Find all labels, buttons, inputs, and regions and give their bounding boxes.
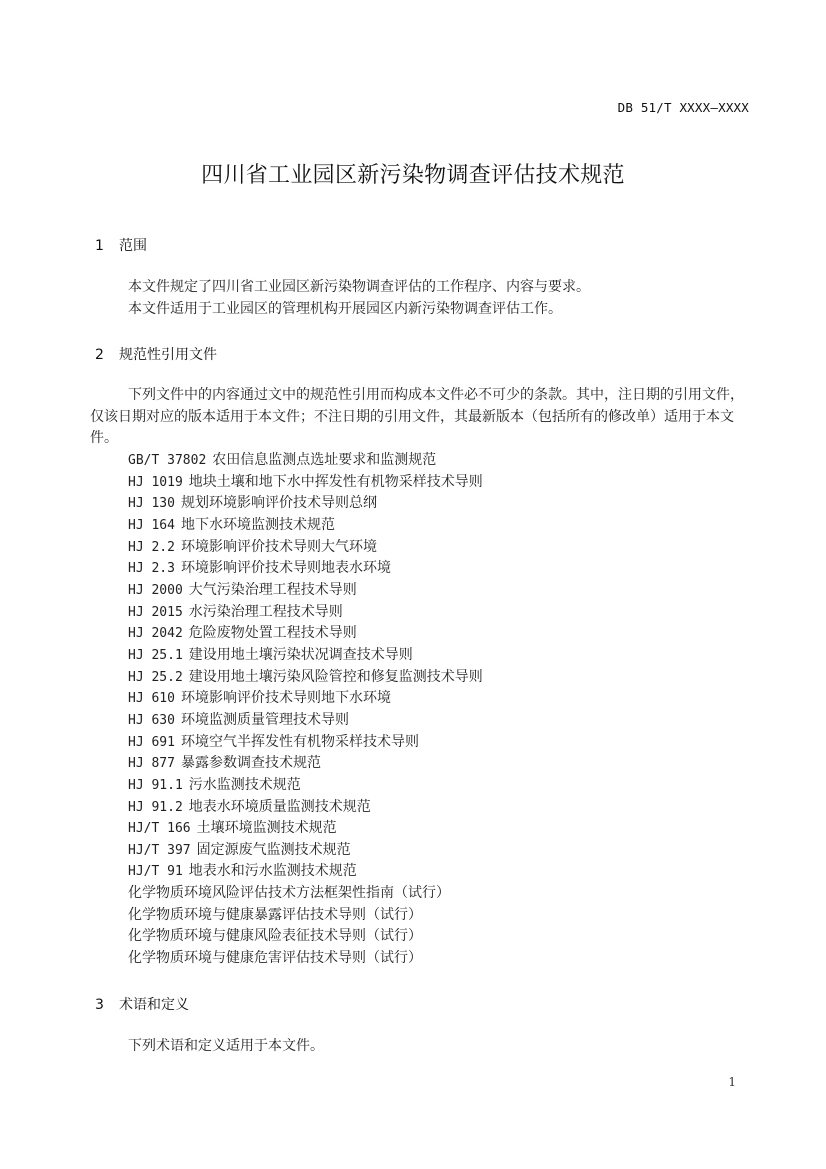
reference-item	[128, 775, 483, 797]
reference-item	[128, 602, 483, 624]
reference-name: 地表水和污水监测技术规范	[188, 863, 357, 880]
reference-code: HJ 2000	[128, 582, 183, 598]
reference-item	[128, 623, 483, 645]
reference-item	[128, 645, 483, 667]
section-heading-scope	[95, 235, 147, 255]
reference-name: 环境影响评价技术导则大气环境	[180, 538, 377, 555]
reference-item	[128, 667, 483, 689]
reference-item	[128, 753, 483, 775]
reference-item	[128, 472, 483, 494]
reference-code: HJ 2042	[128, 626, 183, 642]
paragraph: 下列文件中的内容通过文中的规范性引用而构成本文件必不可少的条款。其中，注日期的引用文件，仅该日期对应的版本适用于本文件；不注日期的引用文件，其最新版本（包括所有的修改单）适用于本文件。	[90, 387, 744, 447]
section-references-intro	[90, 385, 750, 450]
reference-code: HJ 630	[128, 712, 175, 728]
reference-item	[128, 926, 483, 948]
reference-name: 大气污染治理工程技术导则	[188, 581, 357, 598]
section-title: 范围	[119, 238, 147, 254]
section-scope-body	[90, 277, 750, 320]
reference-item	[128, 493, 483, 515]
reference-item	[128, 948, 483, 970]
reference-item	[128, 450, 483, 472]
reference-code: HJ 2.2	[128, 539, 175, 555]
section-title: 术语和定义	[119, 997, 189, 1013]
reference-code: HJ/T 166	[128, 821, 191, 837]
reference-item	[128, 797, 483, 819]
reference-item	[128, 515, 483, 537]
paragraph: 本文件适用于工业园区的管理机构开展园区内新污染物调查评估工作。	[128, 300, 562, 317]
reference-item	[128, 883, 483, 905]
reference-code: HJ 91.1	[128, 777, 183, 793]
reference-name: 化学物质环境与健康风险表征技术导则（试行）	[128, 928, 422, 945]
reference-item	[128, 840, 483, 862]
reference-list	[128, 450, 483, 970]
reference-name: 地表水环境质量监测技术规范	[188, 798, 371, 815]
reference-item	[128, 537, 483, 559]
reference-item	[128, 580, 483, 602]
reference-name: 地块土壤和地下水中挥发性有机物采样技术导则	[188, 473, 483, 490]
reference-name: 水污染治理工程技术导则	[188, 603, 343, 620]
reference-name: 农田信息监测点选址要求和监测规范	[212, 452, 437, 468]
reference-name: 危险废物处置工程技术导则	[188, 625, 357, 642]
section-number: 3	[95, 997, 104, 1013]
reference-name: 规划环境影响评价技术导则总纲	[180, 495, 377, 512]
reference-name: 固定源废气监测技术规范	[196, 841, 351, 858]
reference-code: HJ 164	[128, 517, 175, 533]
reference-code: HJ 2015	[128, 604, 183, 620]
document-code: DB 51/T XXXX—XXXX	[617, 100, 749, 115]
section-heading-terms-and-definitions	[95, 994, 189, 1014]
reference-code: HJ/T 397	[128, 842, 191, 858]
reference-code: HJ 25.1	[128, 647, 183, 663]
section-number: 1	[95, 238, 104, 254]
paragraph: 下列术语和定义适用于本文件。	[128, 1038, 324, 1054]
section-heading-normative-references	[95, 344, 217, 364]
reference-name: 化学物质环境与健康暴露评估技术导则（试行）	[128, 906, 422, 923]
reference-code: HJ 877	[128, 756, 175, 772]
section-number: 2	[95, 347, 104, 363]
reference-code: HJ 691	[128, 734, 175, 750]
reference-item	[128, 905, 483, 927]
reference-name: 暴露参数调查技术规范	[180, 755, 321, 772]
reference-code: HJ 2.3	[128, 561, 175, 577]
reference-name: 环境影响评价技术导则地表水环境	[180, 560, 391, 577]
reference-code: GB/T 37802	[128, 453, 207, 468]
section-title: 规范性引用文件	[119, 347, 217, 363]
section-terms-body	[90, 1036, 750, 1058]
reference-name: 环境监测质量管理技术导则	[180, 711, 349, 728]
reference-name: 化学物质环境与健康危害评估技术导则（试行）	[128, 950, 422, 967]
reference-name: 地下水环境监测技术规范	[180, 516, 335, 533]
reference-code: HJ 91.2	[128, 799, 183, 815]
reference-code: HJ 130	[128, 496, 175, 512]
reference-code: HJ 1019	[128, 474, 183, 490]
reference-name: 土壤环境监测技术规范	[196, 820, 337, 837]
reference-code: HJ 25.2	[128, 669, 183, 685]
reference-name: 污水监测技术规范	[188, 776, 301, 793]
reference-item	[128, 732, 483, 754]
reference-item	[128, 861, 483, 883]
reference-item	[128, 818, 483, 840]
paragraph: 本文件规定了四川省工业园区新污染物调查评估的工作程序、内容与要求。	[128, 279, 590, 295]
reference-name: 建设用地土壤污染状况调查技术导则	[188, 646, 413, 663]
reference-code: HJ/T 91	[128, 864, 183, 880]
reference-item	[128, 688, 483, 710]
document-title: 四川省工业园区新污染物调查评估技术规范	[201, 163, 625, 188]
reference-item	[128, 558, 483, 580]
reference-code: HJ 610	[128, 691, 175, 707]
reference-item	[128, 710, 483, 732]
page-number: 1	[728, 1075, 736, 1089]
reference-name: 环境影响评价技术导则地下水环境	[180, 690, 391, 707]
reference-name: 化学物质环境风险评估技术方法框架性指南（试行）	[128, 885, 450, 902]
reference-name: 建设用地土壤污染风险管控和修复监测技术导则	[188, 668, 483, 685]
reference-name: 环境空气半挥发性有机物采样技术导则	[180, 733, 419, 750]
